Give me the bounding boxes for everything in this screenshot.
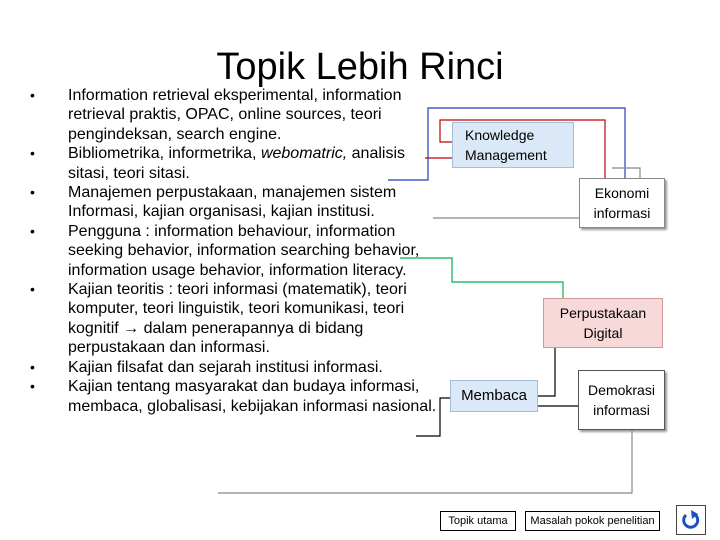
connector-black-membaca (416, 398, 450, 436)
page-title: Topik Lebih Rinci (216, 46, 504, 88)
bullet-glyph: • (30, 378, 35, 395)
membaca-box (450, 380, 538, 412)
ekonomi-informasi-label: Ekonomi informasi (593, 185, 651, 221)
list-item-text: Information retrieval eksperimental, information retrieval praktis, OPAC, online sources, teori pengindeksan, search engine. (68, 87, 402, 143)
demokrasi-informasi-box (578, 370, 665, 430)
knowledge-management-box (452, 122, 574, 168)
bullet-glyph: • (30, 87, 35, 103)
knowledge-management-label: Knowledge Management (465, 127, 547, 163)
ekonomi-informasi-box (579, 178, 665, 228)
return-button[interactable] (676, 505, 706, 535)
bullet-glyph: • (30, 358, 35, 375)
perpustakaan-digital-label: Perpustakaan Digital (559, 305, 647, 341)
masalah-pokok-button[interactable]: Masalah pokok penelitian (525, 511, 660, 531)
return-arrow-icon (677, 506, 705, 534)
topik-utama-button[interactable]: Topik utama (440, 511, 516, 531)
list-item-text: Manajemen perpustakaan, manajemen sistem Informasi, kajian organisasi, kajian institusi. (68, 184, 397, 221)
bullet-glyph: • (30, 281, 35, 298)
list-item-text: Kajian tentang masyarakat dan budaya informasi, membaca, globalisasi, kebijakan informasi nasional. (68, 378, 437, 415)
list-item-text-tail: analisis sitasi, teori sitasi. (68, 145, 406, 182)
list-item-emphasis: webomatric, (260, 145, 348, 163)
list-item-text: Pengguna : information behaviour, information seeking behavior, information searching behavior, information usage behavior, information literacy. (68, 222, 420, 279)
connector-gray-right (612, 168, 640, 178)
list-item-text: Kajian filsafat dan sejarah institusi informasi. (68, 358, 383, 376)
arrow-icon: → (123, 319, 140, 337)
connector-black-perpustakaan (538, 348, 555, 396)
perpustakaan-digital-box (543, 298, 663, 348)
bullet-glyph: • (30, 145, 35, 162)
list-item-text: Bibliometrika, informetrika, (68, 145, 261, 163)
list-item-text-tail: dalam penerapannya di bidang perpustakaan dan informasi. (68, 319, 364, 357)
bullet-glyph: • (30, 184, 35, 201)
membaca-label: Membaca (461, 387, 527, 404)
connector-green (400, 258, 563, 298)
list-item-text: Kajian teoritis : teori informasi (matematik), teori komputer, teori linguistik, teori komunikasi, teori kognitif (68, 281, 407, 337)
bullet-glyph: • (30, 222, 35, 239)
demokrasi-informasi-label: Demokrasi informasi (588, 382, 655, 418)
connector-gray-bottom (218, 430, 632, 493)
